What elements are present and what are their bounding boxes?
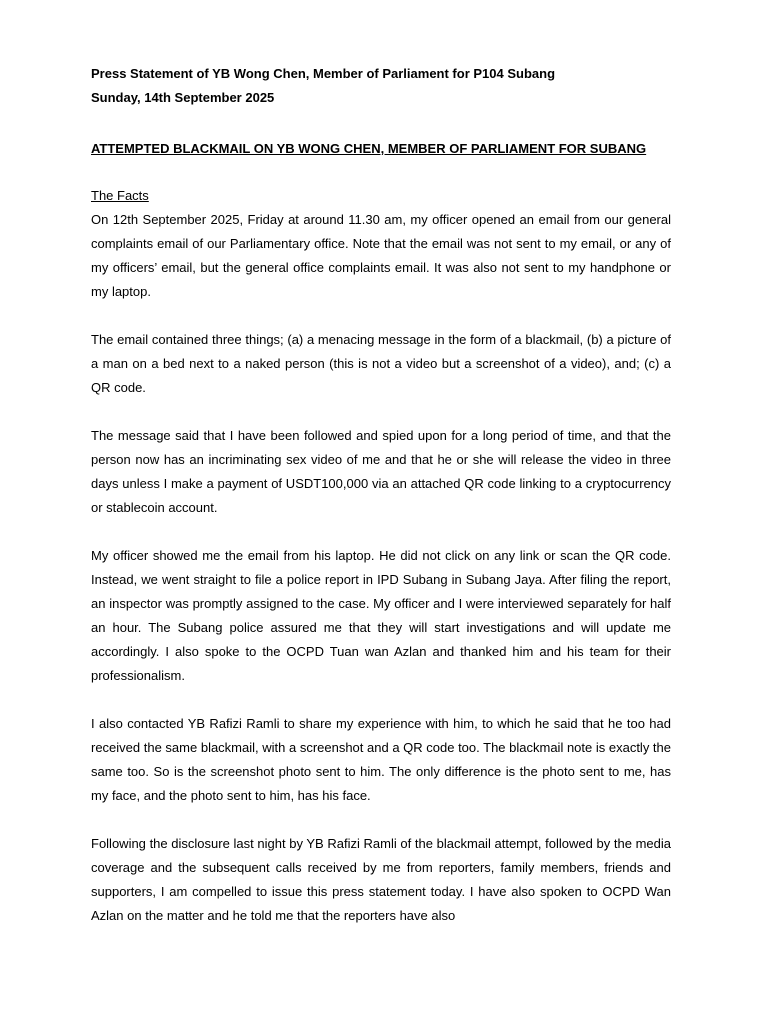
paragraph-1: On 12th September 2025, Friday at around 11.30 am, my officer opened an email from our general complaints email of our Parliamentary office. Note that the email was not sent to my email, or any of my officers’ email, but the general office complaints email. It was also not sent to my handphone or my laptop. [91,212,671,299]
press-statement-date: Sunday, 14th September 2025 [91,90,275,105]
paragraph-6: Following the disclosure last night by YB Rafizi Ramli of the blackmail attempt, followed by the media coverage and the subsequent calls received by me from reporters, family members, friends and supporters, I am compelled to issue this press statement today. I have also spoken to OCPD Wan Azlan on the matter and he told me that the reporters have also [91,836,671,923]
paragraph-2: The email contained three things; (a) a menacing message in the form of a blackmail, (b) a picture of a man on a bed next to a naked person (this is not a video but a screenshot of a video), and; (c) a QR code. [91,332,671,395]
press-statement-title: Press Statement of YB Wong Chen, Member of Parliament for P104 Subang [91,66,556,81]
paragraph-3: The message said that I have been followed and spied upon for a long period of time, and that the person now has an incriminating sex video of me and that he or she will release the video in three days unless I make a payment of USDT100,000 via an attached QR code linking to a cryptocurrency or stablecoin account. [91,428,671,515]
paragraph-4: My officer showed me the email from his laptop. He did not click on any link or scan the QR code. Instead, we went straight to file a police report in IPD Subang in Subang Jaya. After filing the report, an inspector was promptly assigned to the case. My officer and I were interviewed separately for half an hour. The Subang police assured me that they will start investigations and will update me accordingly. I also spoke to the OCPD Tuan wan Azlan and thanked him and his team for their professionalism. [91,548,671,683]
paragraph-5: I also contacted YB Rafizi Ramli to share my experience with him, to which he said that he too had received the same blackmail, with a screenshot and a QR code too. The blackmail note is exactly the same too. So is the screenshot photo sent to him. The only difference is the photo sent to me, has my face, and the photo sent to him, has his face. [91,716,671,803]
headline: ATTEMPTED BLACKMAIL ON YB WONG CHEN, MEMBER OF PARLIAMENT FOR SUBANG [91,141,647,156]
section-heading-facts: The Facts [91,188,149,203]
document-page [91,62,671,928]
